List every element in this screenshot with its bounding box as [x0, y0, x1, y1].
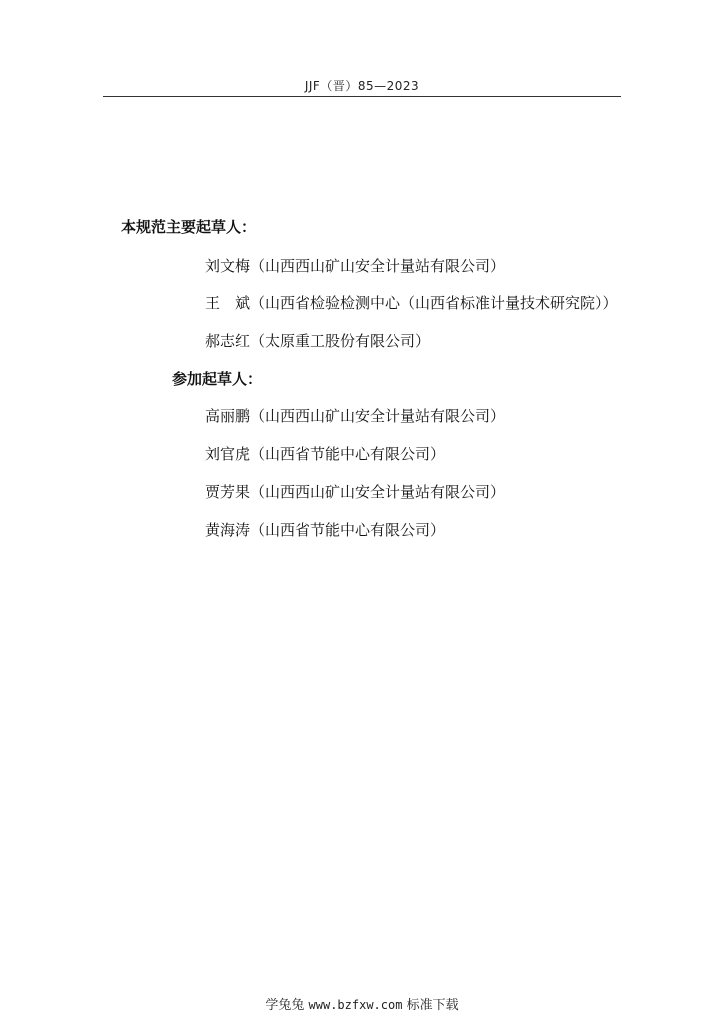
drafter-affiliation: （山西西山矿山安全计量站有限公司） [250, 407, 506, 425]
drafter-affiliation: （太原重工股份有限公司） [250, 332, 431, 350]
drafter-name: 王 斌 [205, 294, 251, 312]
participating-drafter-item [205, 519, 445, 540]
main-drafter-item [205, 292, 618, 313]
footer-tagline: 标准下载 [406, 998, 459, 1013]
footer-brand: 学兔兔 [265, 998, 305, 1013]
footer-site-link[interactable]: www.bzfxw.com [308, 998, 403, 1012]
drafter-name: 黄海涛 [205, 521, 251, 539]
drafter-affiliation: （山西省检验检测中心（山西省标准计量技术研究院）） [250, 294, 618, 312]
drafter-affiliation: （山西省节能中心有限公司） [250, 521, 446, 539]
drafter-name: 贾芳果 [205, 483, 251, 501]
drafter-name: 郝志红 [205, 332, 251, 350]
participating-drafter-item [205, 481, 505, 502]
header-divider [103, 96, 621, 97]
main-drafter-item [205, 330, 430, 351]
participating-drafter-item [205, 443, 445, 464]
drafter-name: 刘官虎 [205, 445, 251, 463]
drafter-name: 高丽鹏 [205, 407, 251, 425]
document-code: JJF（晋）85—2023 [304, 79, 420, 93]
drafter-affiliation: （山西西山矿山安全计量站有限公司） [250, 257, 506, 275]
footer-watermark [0, 994, 724, 1013]
participating-drafter-item [205, 405, 505, 426]
drafter-affiliation: （山西省节能中心有限公司） [250, 445, 446, 463]
main-drafter-item [205, 255, 505, 276]
drafter-name: 刘文梅 [205, 257, 251, 275]
main-drafters-heading: 本规范主要起草人： [121, 218, 257, 236]
drafter-affiliation: （山西西山矿山安全计量站有限公司） [250, 483, 506, 501]
participating-drafters-heading: 参加起草人： [172, 370, 263, 388]
